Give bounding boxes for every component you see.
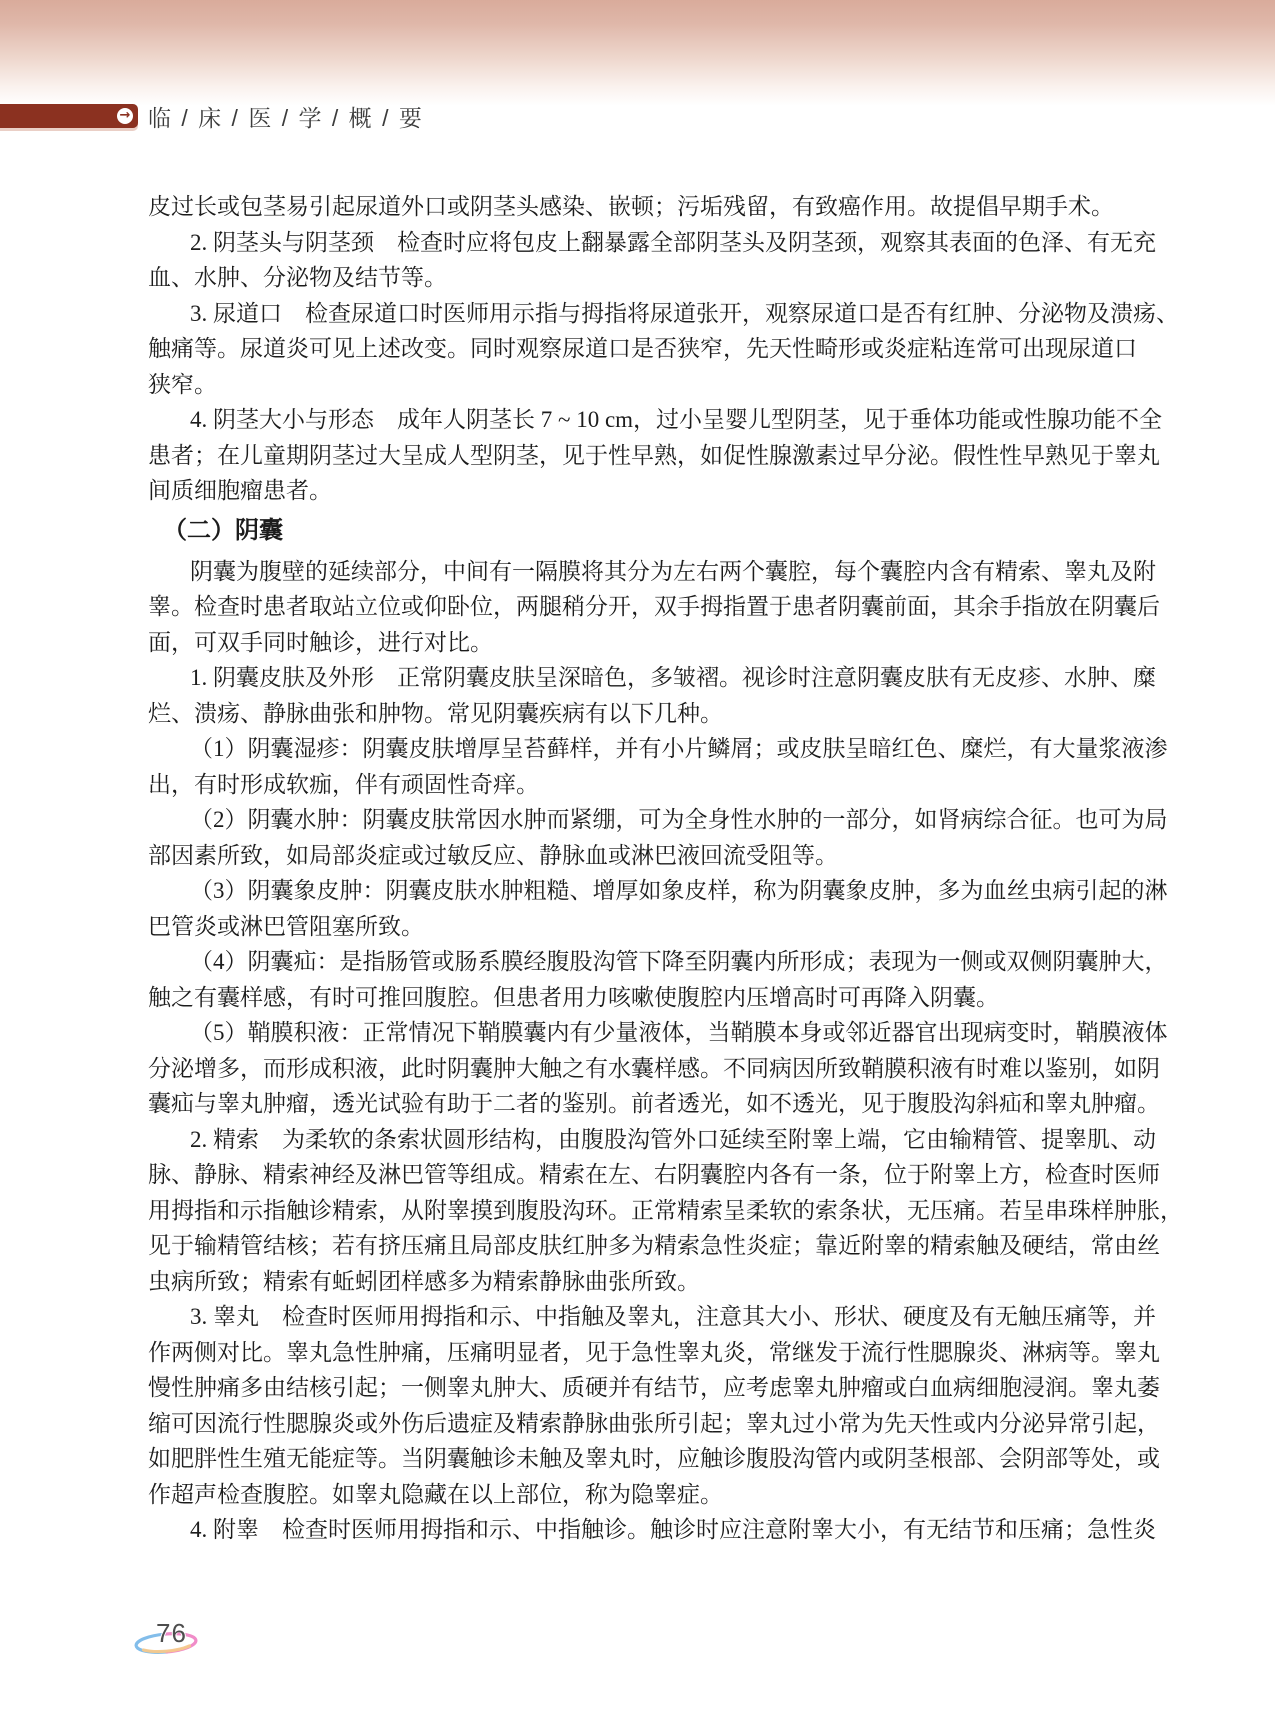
text-line: 血、水肿、分泌物及结节等。 [148,265,447,290]
text-line: 部因素所致，如局部炎症或过敏反应、静脉血或淋巴液回流受阻等。 [148,842,838,868]
text-line: （1）阴囊湿疹：阴囊皮肤增厚呈苔藓样，并有小片鳞屑；或皮肤呈暗红色、糜烂，有大量浆液渗 [190,736,1168,761]
text-line: 3. 尿道口 检查尿道口时医师用示指与拇指将尿道张开，观察尿道口是否有红肿、分泌物及溃疡、 [190,300,1179,326]
text-line: 4. 附睾 检查时医师用拇指和示、中指触诊。触诊时应注意附睾大小，有无结节和压痛；急性炎 [190,1517,1156,1542]
chapter-tab-bar [0,104,138,128]
text-line: 见于输精管结核；若有挤压痛且局部皮肤红肿多为精索急性炎症；靠近附睾的精索触及硬结，常由丝 [148,1233,1160,1258]
text-line: 用拇指和示指触诊精索，从附睾摸到腹股沟环。正常精索呈柔软的索条状，无压痛。若呈串珠样肿胀， [148,1197,1183,1223]
text-line: 缩可因流行性腮腺炎或外伤后遗症及精索静脉曲张所引起；睾丸过小常为先天性或内分泌异常引起， [148,1410,1160,1436]
text-line: 阴囊为腹壁的延续部分，中间有一隔膜将其分为左右两个囊腔，每个囊腔内含有精索、睾丸及附 [190,558,1156,584]
book-title: 临 / 床 / 医 / 学 / 概 / 要 [148,105,424,131]
text-line: 脉、静脉、精索神经及淋巴管等组成。精索在左、右阴囊腔内各有一条，位于附睾上方，检查时医师 [148,1162,1160,1187]
text-line: 作两侧对比。睾丸急性肿痛，压痛明显者，见于急性睾丸炎，常继发于流行性腮腺炎、淋病等。睾丸 [148,1339,1160,1365]
page-body-text [148,189,1183,1548]
text-line: 如肥胖性生殖无能症等。当阴囊触诊未触及睾丸时，应触诊腹股沟管内或阴茎根部、会阴部等处，或 [148,1446,1160,1471]
text-line: 触痛等。尿道炎可见上述改变。同时观察尿道口是否狭窄，先天性畸形或炎症粘连常可出现尿道口 [148,336,1137,361]
text-line: 巴管炎或淋巴管阻塞所致。 [148,913,424,939]
text-line: 作超声检查腹腔。如睾丸隐藏在以上部位，称为隐睾症。 [148,1481,723,1507]
text-line: 2. 阴茎头与阴茎颈 检查时应将包皮上翻暴露全部阴茎头及阴茎颈，观察其表面的色泽、有无充 [190,229,1156,255]
section-heading: （二）阴囊 [163,517,283,544]
text-line: 烂、溃疡、静脉曲张和肿物。常见阴囊疾病有以下几种。 [148,700,723,726]
text-line: 1. 阴囊皮肤及外形 正常阴囊皮肤呈深暗色，多皱褶。视诊时注意阴囊皮肤有无皮疹、水肿、糜 [190,665,1156,690]
text-line: 3. 睾丸 检查时医师用拇指和示、中指触及睾丸，注意其大小、形状、硬度及有无触压痛等，并 [190,1304,1156,1329]
text-line: 面，可双手同时触诊，进行对比。 [148,629,493,655]
text-line: 慢性肿痛多由结核引起；一侧睾丸肿大、质硬并有结节，应考虑睾丸肿瘤或白血病细胞浸润。睾丸萎 [148,1375,1160,1400]
text-line: 触之有囊样感，有时可推回腹腔。但患者用力咳嗽使腹腔内压增高时可再降入阴囊。 [148,984,999,1010]
text-line: 狭窄。 [148,371,217,397]
text-line: 4. 阴茎大小与形态 成年人阴茎长 7 ~ 10 cm，过小呈婴儿型阴茎，见于垂体功能或性腺功能不全 [190,407,1163,432]
text-line: 皮过长或包茎易引起尿道外口或阴茎头感染、嵌顿；污垢残留，有致癌作用。故提倡早期手术。 [148,194,1114,219]
text-line: （4）阴囊疝：是指肠管或肠系膜经腹股沟管下降至阴囊内所形成；表现为一侧或双侧阴囊肿大， [190,949,1168,974]
page-top-gradient [0,0,1275,106]
text-line: 睾。检查时患者取站立位或仰卧位，两腿稍分开，双手拇指置于患者阴囊前面，其余手指放在阴囊后 [148,594,1160,619]
page-number-ornament [133,1617,205,1659]
text-line: 囊疝与睾丸肿瘤，透光试验有助于二者的鉴别。前者透光，如不透光，见于腹股沟斜疝和睾丸肿瘤。 [148,1091,1160,1116]
text-line: 分泌增多，而形成积液，此时阴囊肿大触之有水囊样感。不同病因所致鞘膜积液有时难以鉴别，如阴 [148,1055,1160,1081]
arrow-right-circle-icon: → [117,108,133,124]
page-number: 76 [156,1618,187,1648]
text-line: （5）鞘膜积液：正常情况下鞘膜囊内有少量液体，当鞘膜本身或邻近器官出现病变时，鞘膜液体 [190,1020,1168,1045]
text-line: 2. 精索 为柔软的条索状圆形结构，由腹股沟管外口延续至附睾上端，它由输精管、提睾肌、动 [190,1126,1156,1152]
text-line: 间质细胞瘤患者。 [148,478,332,503]
text-line: 患者；在儿童期阴茎过大呈成人型阴茎，见于性早熟，如促性腺激素过早分泌。假性性早熟见于睾丸 [148,442,1160,468]
text-line: 出，有时形成软痂，伴有顽固性奇痒。 [148,771,539,797]
text-line: （2）阴囊水肿：阴囊皮肤常因水肿而紧绷，可为全身性水肿的一部分，如肾病综合征。也可为局 [190,807,1168,832]
text-line: 虫病所致；精索有蚯蚓团样感多为精索静脉曲张所致。 [148,1268,700,1294]
text-line: （3）阴囊象皮肿：阴囊皮肤水肿粗糙、增厚如象皮样，称为阴囊象皮肿，多为血丝虫病引起的淋 [190,878,1168,903]
